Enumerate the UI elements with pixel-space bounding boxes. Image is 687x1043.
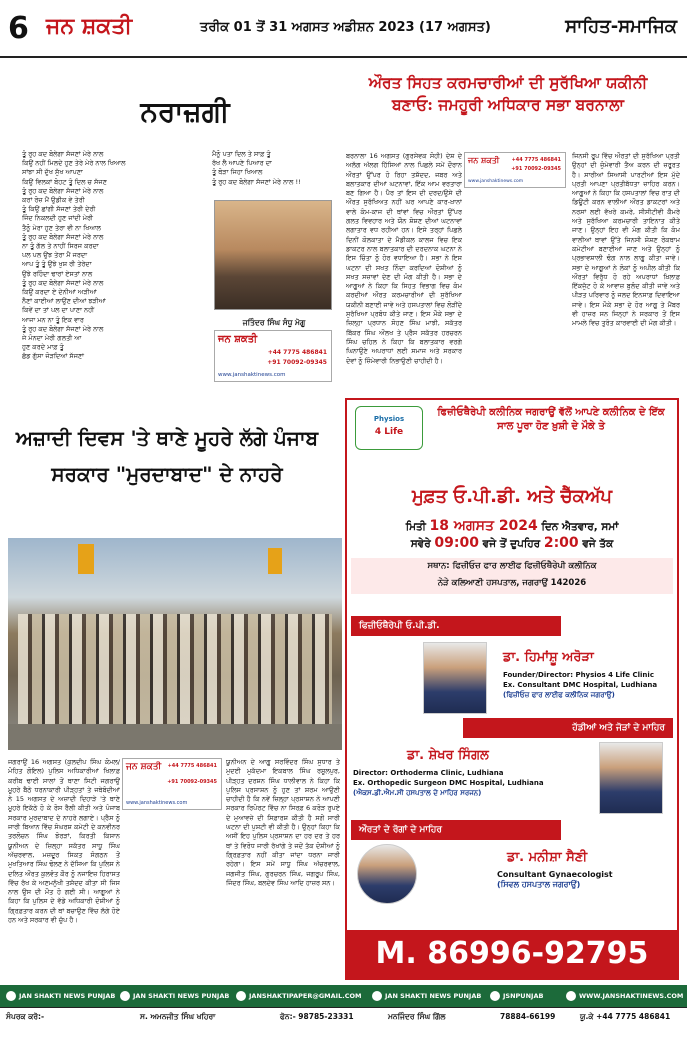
edition-date: ਤਰੀਕ 01 ਤੋਂ 31 ਅਗਸਤ ਅਡੀਸ਼ਨ 2023 (17 ਅਗਸਤ) [200, 20, 491, 35]
doc2-line2: Ex. Orthopedic Surgeon DMC Hospital, Ludhiana [353, 779, 544, 787]
poem-line: ਤੂੰ ਰੁਹ ਕਦ ਬੋਲੇਗਾ ਸੱਜਣਾਂ ਮੇਰੇ ਨਾਲ [22, 150, 104, 158]
page-number: 6 [8, 11, 29, 46]
ad-logo: ਜਨ ਸ਼ਕਤੀ [218, 334, 258, 345]
doctor-details-2 [353, 768, 593, 798]
article1-headline [338, 72, 678, 116]
poem-title: ਨਰਾਜ਼ਗੀ [140, 95, 230, 128]
section-ortho: ਹੱਡੀਆਂ ਅਤੇ ਜੋੜਾਂ ਦੇ ਮਾਹਿਰ [463, 718, 673, 738]
small-ad-poem [214, 330, 332, 382]
crowd-shape [18, 614, 332, 724]
poem-column-2 [212, 150, 347, 194]
poem-line: ਤੂੰ ਰੁਹ ਕਦ ਬੋਲੇਗਾ ਸੱਜਣਾਂ ਮੇਰੇ ਨਾਲ [22, 232, 104, 241]
article1-headline-line1: ਔਰਤ ਸਿਹਤ ਕਰਮਚਾਰੀਆਂ ਦੀ ਸੁਰੱਖਿਆ ਯਕੀਨੀ [368, 73, 648, 92]
clinic-header [347, 400, 677, 456]
doc1-line2: Ex. Consultant DMC Hospital, Ludhiana [503, 681, 658, 689]
poem-line: ਤੂੰ ਕਿਉਂ ਛਾਂਗੀ ਸੱਜਣਾਂ ਤੇਰੀ ਦੇਰੀ [22, 205, 96, 214]
poem-line: ਮੈਨੂੰ ਪਤਾ ਦਿਲ ਤੇ ਸਾਫ਼ ਤੂੰ [212, 150, 271, 158]
ad-website: www.janshaktinews.com [468, 179, 524, 184]
time-mid: ਵਜੇ ਤੋਂ ਦੁਪਹਿਰ [482, 538, 541, 550]
poem-column-1 [22, 150, 212, 410]
doctor-photo-1 [423, 642, 487, 714]
poem-line: ਹੁਣ ਕਰਦੇ ਮਾਫ਼ ਤੂੰ [22, 343, 64, 352]
doc2-line3: (ਐਕਸ.ਡੀ.ਐਮ.ਸੀ ਹਸਪਤਾਲ ਦੇ ਮਾਹਿਰ ਸਰਜਨ) [353, 789, 482, 797]
contact-name-1: ਸ. ਅਮਨਜੀਤ ਸਿੰਘ ਖਹਿਰਾ [140, 1012, 216, 1021]
poem-line: ਕਰਾਂ ਰੋਜ਼ ਮੈਂ ਉਡੀਕ ਵੇ ਤੇਰੀ [22, 196, 85, 205]
poem-line: ਜਿੰਦ ਨਿਕਲਦੀ ਹੁਣ ਜਾਂਦੀ ਮੇਰੀ [22, 214, 93, 223]
clinic-headline: ਮੁਫ਼ਤ ਓ.ਪੀ.ਡੀ. ਅਤੇ ਚੈੱਕਅੱਪ [411, 486, 613, 507]
poem-line: ਕਿਉਂ ਕਰਦਾ ਏ ਦੇਨੀਆਂ ਅੜੀਆਂ [22, 288, 97, 297]
social-label: JANSHAKTIPAPER@GMAIL.COM [249, 992, 362, 1000]
protest-photo [8, 538, 342, 750]
ad-phone-2: +91 70092-09345 [267, 359, 327, 366]
flag-icon [78, 544, 94, 574]
poem-line: ਤੂੰ ਰੁਹ ਕਦ ਬੋਲੇਗਾ ਸੱਜਣਾਂ ਮੇਰੇ ਨਾਲ [22, 186, 104, 195]
ad-phone-2: +91 70092-09345 [511, 166, 561, 172]
poem-author: ਜਤਿੰਦਰ ਸਿੰਘ ਸੰਧੂ ਮੋਗੂ [242, 318, 306, 327]
social-label: JSNPUNJAB [503, 992, 544, 1000]
poem-line: ਰੱਖ ਲੈ ਆਪਣੇ ਪਿਆਰ ਦਾ [212, 159, 272, 168]
poem-line: ਆਪ ਤੂੰ ਤੂੰ ਉਂਝੇ ਖੁਸ਼ ਰੀ ਤੇਰੇਦਾ [22, 260, 92, 269]
doc2-line1: Director: Orthoderma Clinic, Ludhiana [353, 769, 504, 777]
social-instagram[interactable] [372, 985, 481, 1007]
poem-line: ਆਜਾ ਮਨ ਨਾ ਤੂੰ ਇਕ ਵਾਰ [22, 315, 84, 324]
article2-body-col2: ਯੂਨੀਅਨ ਦੇ ਆਗੂ ਸਰਵਿੰਦਰ ਸਿੰਘ ਸੁਧਾਰ ਤੇ ਮੁਦਈ ਮੁਕੱਦਮਾ ਇਕਬਾਲ ਸਿੰਘ ਰਸੂਲਪੁਰ, ਪੀੜ੍ਹਤ ਦਰਸ਼ਨ ਸਿੰਘ ਧਾਲੀਵਾਲ ਨੇ ਕਿਹਾ ਕਿ ਪੁਲਿਸ ਪ੍ਰਸਾਸ਼ਨ ਨੂੰ ਹੁਣ ਤਾਂ ਸ਼ਰਮ ਆਉਣੀ ਚਾਹੀਦੀ ਹੈ ਕਿ ਨਵੇਂ ਜ਼ਿਲ੍ਹਾ ਪ੍ਰਸਾਸ਼ਨ ਨੇ ਆਪਣੀ ਸਰਕਾਰ ਰਿਪੋਰਟ ਵਿੱਚ ਨਾ ਸਿਰਫ਼ 6 ਕਰੋੜ ਰੁਪਏ ਦੇ ਮੁਆਵਜ਼ੇ ਦੀ ਸਿਫ਼ਾਰਸ਼ ਕੀਤੀ ਹੈ ਸਗੋਂ ਸਾਰੀ ਘਟਨਾ ਦੀ ਪੁਸ਼ਟੀ ਵੀ ਕੀਤੀ ਹੈ। ਉਨ੍ਹਾਂ ਕਿਹਾ ਕਿ ਅਸੀਂ ਇਹ ਪੁਲਿਸ ਪ੍ਰਸਾਸ਼ਨ ਦਾ ਹਰ ਦਰ ਤੇ ਹਰ ਥਾਂ ਤੇ ਵਿਰੋਧ ਜਾਰੀ ਰੱਖਾਂਗੇ ਤੇ ਜਦੋਂ ਤੱਕ ਦੋਸ਼ੀਆਂ ਨੂੰ ਗ੍ਰਿਫ਼ਤਾਰ ਨਹੀਂ ਕੀਤਾ ਜਾਂਦਾ ਧਰਨਾ ਜਾਰੀ ਰਹੇਗਾ। ਇਸ ਸਮੇਂ ਸਾਧੂ ਸਿੰਘ ਅੱਚਰਵਾਲ, ਜਗਜੀਤ ਸਿੰਘ, ਗੁਰਚਰਨ ਸਿੰਘ, ਜਗਰੂਪ ਸਿੰਘ, ਜਿੰਦਰ ਸਿੰਘ, ਬਲਦੇਵ ਸਿੰਘ ਆਦਿ ਹਾਜ਼ਰ ਸਨ। [226, 758, 340, 887]
ad-website: www.janshaktinews.com [126, 800, 188, 806]
clinic-address [351, 558, 673, 594]
clinic-date-time [351, 518, 673, 552]
clinic-logo [355, 406, 423, 450]
social-label: WWW.JANSHAKTINEWS.COM [579, 992, 684, 1000]
footer-contact [0, 1007, 687, 1027]
poem-line: ਨਾ ਤੂੰ ਗੱਲ ਤੇ ਨਾਹੀਂ ਸਿਰਜ ਕਰਦਾ [22, 242, 99, 251]
social-youtube[interactable] [6, 985, 115, 1007]
doctor-name-2: ਡਾ. ਸ਼ੇਖਰ ਸਿੰਗਲ [407, 748, 489, 763]
youtube-icon [6, 991, 16, 1001]
article1-body-col2: ਜਿਨਸੀ ਰੂਪ ਵਿੱਚ ਔਰਤਾਂ ਦੀ ਸੁਰੱਖਿਆ ਪ੍ਰਤੀ ਉਨ੍ਹਾਂ ਦੀ ਜ਼ੁੰਮੇਵਾਰੀ ਤੈਅ ਕਰਨ ਦੀ ਜ਼ਰੂਰਤ ਹੈ। ਸਾਰੀਆਂ ਸਿਆਸੀ ਪਾਰਟੀਆਂ ਇਸ ਮੁੱਦੇ ਪ੍ਰਤੀ ਆਪਣਾ ਪ੍ਰਤੀਬੱਧਤਾ ਜ਼ਾਹਿਰ ਕਰਨ। ਆਗੂਆਂ ਨੇ ਕਿਹਾ ਕਿ ਹਸਪਤਾਲਾਂ ਵਿਚ ਰਾਤ ਦੀ ਡਿਊਟੀ ਕਰਨ ਵਾਲੀਆਂ ਔਰਤ ਡਾਕਟਰਾਂ ਅਤੇ ਨਰਸਾਂ ਲਈ ਵੱਖਰੇ ਕਮਰੇ, ਸੀਸੀਟੀਵੀ ਕੈਮਰੇ ਅਤੇ ਸੁਰੱਖਿਆ ਕਰਮਚਾਰੀ ਤਾਇਨਾਤ ਕੀਤੇ ਜਾਣ। ਉਨ੍ਹਾਂ ਇਹ ਵੀ ਮੰਗ ਕੀਤੀ ਕਿ ਕੰਮ ਵਾਲੀਆਂ ਥਾਵਾਂ ਉੱਤੇ ਜਿਨਸੀ ਸ਼ੋਸ਼ਣ ਰੋਕਥਾਮ ਕਮੇਟੀਆਂ ਬਣਾਈਆਂ ਜਾਣ ਅਤੇ ਉਨ੍ਹਾਂ ਨੂੰ ਪ੍ਰਭਾਵਸ਼ਾਲੀ ਢੰਗ ਨਾਲ ਲਾਗੂ ਕੀਤਾ ਜਾਵੇ। ਸਭਾ ਦੇ ਆਗੂਆਂ ਨੇ ਲੋਕਾਂ ਨੂੰ ਅਪੀਲ ਕੀਤੀ ਕਿ ਔਰਤਾਂ ਵਿਰੁੱਧ ਹੋ ਰਹੇ ਅਪਰਾਧਾਂ ਖ਼ਿਲਾਫ਼ ਇੱਕਜੁੱਟ ਹੋ ਕੇ ਆਵਾਜ਼ ਬੁਲੰਦ ਕੀਤੀ ਜਾਵੇ ਅਤੇ ਪੀੜਤ ਪਰਿਵਾਰ ਨੂੰ ਜਲਦ ਇਨਸਾਫ਼ ਦਿਵਾਇਆ ਜਾਵੇ। ਇਸ ਮੌਕੇ ਸਭਾ ਦੇ ਹੋਰ ਆਗੂ ਤੇ ਮੈਂਬਰ ਵੀ ਹਾਜ਼ਰ ਸਨ ਜਿਨ੍ਹਾਂ ਨੇ ਸਰਕਾਰ ਤੋਂ ਇਸ ਮਾਮਲੇ ਵਿਚ ਤੁਰੰਤ ਕਾਰਵਾਈ ਦੀ ਮੰਗ ਕੀਤੀ। [572, 152, 680, 328]
clinic-advertisement [345, 398, 679, 980]
ad-logo: ਜਨ ਸ਼ਕਤੀ [126, 762, 162, 772]
doctor-photo-2 [599, 742, 663, 814]
ad-website: www.janshaktinews.com [218, 372, 286, 378]
poem-line: ਕਿਵੇਂ ਦਾ ਤਾਂ ਪਲ ਦਾ ਪਾਣਾ ਨਹੀਂ [22, 306, 95, 315]
twitter-icon [490, 991, 500, 1001]
time-prefix: ਸਵੇਰੇ [410, 538, 431, 550]
time-start: 09:00 [434, 535, 479, 551]
doctor-details-1 [503, 670, 673, 700]
contact-phone-2: 78884-66199 [500, 1012, 556, 1021]
time-suffix: ਵਜੇ ਤੱਕ [582, 538, 614, 550]
globe-icon [566, 991, 576, 1001]
article2-body-col1: ਜਗਰਾਉਂ 16 ਅਗਸਤ (ਕੁਲਦੀਪ ਸਿੰਘ ਕੋਮਲ/ ਮੋਹਿਤ ਗੋਇਲ) ਪੁਲਿਸ ਅਧਿਕਾਰੀਆਂ ਖਿਲਾਫ਼ ਕਰੀਬ ਢਾਈ ਸਾਲਾਂ ਤੋਂ ਥਾਣਾ ਸਿਟੀ ਜਗਰਾਉਂ ਮੂਹਰੇ ਬੈਠੇ ਧਰਨਾਕਾਰੀ ਪੀੜ੍ਹਤਾਂ ਤੇ ਜਥੇਬੰਦੀਆਂ ਨੇ 15 ਅਗਸਤ ਦੇ ਅਜ਼ਾਦੀ ਦਿਹਾੜੇ 'ਤੇ ਥਾਣੇ ਮੂਹਰੇ ਇਕੱਠੇ ਹੋ ਕੇ ਰੋਸ ਰੈਲੀ ਕੀਤੀ ਅਤੇ ਪੰਜਾਬ ਸਰਕਾਰ ਮੁਰਦਾਬਾਦ ਦੇ ਨਾਹਰੇ ਲਗਾਏ। ਪ੍ਰੈਸ ਨੂੰ ਜਾਰੀ ਬਿਆਨ ਵਿੱਚ ਸੰਘਰਸ਼ ਕਮੇਟੀ ਦੇ ਕਨਵੀਨਰ ਤਰਲੋਚਨ ਸਿੰਘ ਝੋਰੜਾਂ, ਕਿਰਤੀ ਕਿਸਾਨ ਯੂਨੀਅਨ ਦੇ ਜ਼ਿਲ੍ਹਾ ਸਕੱਤਰ ਸਾਧੂ ਸਿੰਘ ਅੱਚਰਵਾਲ, ਮਜ਼ਦੂਰ ਸਿਕਤ ਸੰਗਠਨ ਤੋਂ ਮੁਖਤਿਆਰ ਸਿੰਘ ਢੋਲਣ ਨੇ ਦੱਸਿਆ ਕਿ ਪੁਲਿਸ ਨੇ ਦਲਿਤ ਔਰਤ ਕੁਲਵੰਤ ਕੌਰ ਨੂੰ ਨਜਾਇਜ਼ ਹਿਰਾਸਤ ਵਿੱਚ ਰੱਖ ਕੇ ਅਣਮਨੁੱਖੀ ਤਸ਼ੱਦਦ ਕੀਤਾ ਸੀ ਜਿਸ ਨਾਲ ਉਸ ਦੀ ਮੌਤ ਹੋ ਗਈ ਸੀ। ਆਗੂਆਂ ਨੇ ਕਿਹਾ ਕਿ ਪੁਲਿਸ ਦੇ ਵੱਡੇ ਅਧਿਕਾਰੀ ਦੋਸ਼ੀਆਂ ਨੂੰ ਗ੍ਰਿਫ਼ਤਾਰ ਕਰਨ ਦੀ ਥਾਂ ਬਚਾਉਣ ਵਿੱਚ ਲੱਗੇ ਹੋਏ ਹਨ ਅਤੇ ਸਰਕਾਰ ਵੀ ਚੁੱਪ ਹੈ। [8, 758, 120, 925]
article1-body-col1: ਬਰਨਾਲਾ 16 ਅਗਸਤ (ਗੁਰਸੇਵਕ ਸੋਹੀ) ਦੇਸ਼ ਦੇ ਅਲੱਗ ਅੱਲਗ ਹਿੱਸਿਆਂ ਨਾਲ ਪਿਛਲੇ ਸਮੇਂ ਦੌਰਾਨ ਔਰਤਾਂ ਉੱਪਰ ਹੋ ਰਿਹਾ ਤਸ਼ੱਦਦ, ਜਬਰ ਅਤੇ ਬਲਾਤਕਾਰ ਦੀਆਂ ਘਟਨਾਵਾਂ, ਇੱਕ ਆਮ ਵਰਤਾਰਾ ਬਣ ਗਿਆ ਹੈ। ਪੈਰ ਤਾਂ ਇਸ ਦੀ ਦਰਦ/ਉਸੇ ਦੀ ਔਰਤ ਸੁਰੱਖਿਅਤ ਨਹੀਂ ਘਰ ਆਪਣੇ ਕਾਰ-ਖ਼ਾਨਾਂ ਵਾਲੇ ਕੰਮ-ਕਾਜ ਦੀ ਥਾਂਵਾਂ ਵਿਚ ਔਰਤਾਂ ਉੱਪਰ ਗਲਤ ਵਿਵਹਾਰ ਅਤੇ ਯੌਨ ਸ਼ੋਸ਼ਣ ਦੀਆਂ ਘਟਨਾਵਾਂ ਲਗਾਤਾਰ ਵਧ ਰਹੀਆਂ ਹਨ। ਇਸੇ ਤਰ੍ਹਾਂ ਪਿਛਲੇ ਦਿਨੀਂ ਕੋਲਕਾਤਾ ਦੇ ਮੈਡੀਕਲ ਕਾਲਜ ਵਿਚ ਇਕ ਡਾਕਟਰ ਨਾਲ ਬਲਾਤਕਾਰ ਦੀ ਦਰਦਨਾਕ ਘਟਨਾ ਨੇ ਇਸ ਚਿੰਤਾ ਨੂੰ ਹੋਰ ਵਧਾਇਆ ਹੈ। ਸਭਾ ਨੇ ਇਸ ਘਟਨਾ ਦੀ ਸਖਤ ਨਿੰਦਾ ਕਰਦਿਆਂ ਦੋਸ਼ੀਆਂ ਨੂੰ ਸਖਤ ਸਜ਼ਾਵਾਂ ਦੇਣ ਦੀ ਮੰਗ ਕੀਤੀ ਹੈ। ਸਭਾ ਦੇ ਆਗੂਆਂ ਨੇ ਕਿਹਾ ਕਿ ਸਿਹਤ ਵਿਭਾਗ ਵਿਚ ਕੰਮ ਕਰਦੀਆਂ ਔਰਤ ਕਰਮਚਾਰੀਆਂ ਦੀ ਸੁਰੱਖਿਆ ਯਕੀਨੀ ਬਣਾਈ ਜਾਵੇ ਅਤੇ ਹਸਪਤਾਲਾਂ ਵਿਚ ਲੋੜੀਂਦੇ ਸੁਰੱਖਿਆ ਪ੍ਰਬੰਧ ਕੀਤੇ ਜਾਣ। ਇਸ ਮੌਕੇ ਸਭਾ ਦੇ ਜ਼ਿਲ੍ਹਾ ਪ੍ਰਧਾਨ ਸੋਹਣ ਸਿੰਘ ਮਾਝੀ, ਸਕੱਤਰ ਬਿੱਕਰ ਸਿੰਘ ਔਲਖ ਤੇ ਪ੍ਰੈਸ ਸਕੱਤਰ ਹਰਚਰਨ ਸਿੰਘ ਚਹਿਲ ਨੇ ਕਿਹਾ ਕਿ ਬਲਾਤਕਾਰ ਵਰਗੇ ਘਿਨਾਉਣੇ ਅਪਰਾਧਾਂ ਲਈ ਸਮਾਜ ਅਤੇ ਸਰਕਾਰ ਦੋਵਾਂ ਨੂੰ ਜ਼ਿੰਮੇਵਾਰੀ ਨਿਭਾਉਣੀ ਚਾਹੀਦੀ ਹੈ। [346, 152, 462, 365]
section-physio: ਫਿਜ਼ੀਓਥੈਰੇਪੀ ਓ.ਪੀ.ਡੀ. [351, 616, 561, 636]
ad-logo: ਜਨ ਸ਼ਕਤੀ [468, 156, 500, 165]
section-name: ਸਾਹਿਤ-ਸਮਾਜਿਕ [565, 16, 677, 37]
social-twitter[interactable] [490, 985, 543, 1007]
masthead [0, 0, 687, 58]
facebook-icon [120, 991, 130, 1001]
clinic-intro: ਫਿਜ਼ੀਓਥੈਰੇਪੀ ਕਲੀਨਿਕ ਜਗਰਾਉਂ ਵੱਲੋਂ ਆਪਣੇ ਕਲੀਨਿਕ ਦੇ ਇੱਕ ਸਾਲ ਪੂਰਾ ਹੋਣ ਖ਼ੁਸ਼ੀ ਦੇ ਮੌਕੇ ਤੇ [437, 407, 665, 432]
contact-phone-uk: ਯੂ.ਕੇ +44 7775 486841 [580, 1012, 671, 1021]
clinic-address-line2: ਨੇੜੇ ਕਲਿਆਣੀ ਹਸਪਤਾਲ, ਜਗਰਾਉਂ 142026 [437, 578, 587, 588]
social-label: JAN SHAKTI NEWS PUNJAB [133, 992, 230, 1000]
doc1-line1: Founder/Director: Physios 4 Life Clinic [503, 671, 654, 679]
newspaper-logo: ਜਨ ਸ਼ਕਤੀ [46, 14, 133, 39]
poem-line: ਛੱਡ ਗੁੱਸਾ ਜੋੜਦਿਆਂ ਸੱਜਣਾਂ [22, 352, 85, 361]
poem-line: ਜੇ ਮੰਨਦਾ ਮੇਰੀ ਗਲਤੀ ਆ [22, 334, 82, 343]
instagram-icon [372, 991, 382, 1001]
doctor-name-1: ਡਾ. ਹਿਮਾਂਸ਼ੂ ਅਰੋੜਾ [503, 650, 594, 665]
poem-line: ਤੂੰ ਰੁਹ ਕਦ ਬੋਲੇਗਾ ਸੱਜਣਾਂ ਮੇਰੇ ਨਾਲ [22, 324, 104, 333]
author-photo [214, 200, 332, 310]
doc1-line3: (ਫਿਜ਼ੀਓਜ਼ ਫਾਰ ਲਾਈਫ ਕਲੀਨਿਕ ਜਗਰਾਉਂ) [503, 691, 615, 699]
doctor-name-3: ਡਾ. ਮਨੀਸ਼ਾ ਸੈਣੀ [507, 850, 588, 865]
poem-line: ਤੂੰ ਥੋੜਾ ਜਿਹਾ ਖਿਆਲ [212, 168, 263, 177]
contact-phone-1: ਫੋਨ:- 98785-23331 [280, 1012, 354, 1021]
clinic-logo-bottom: 4 Life [374, 427, 404, 437]
doctor-details-3 [497, 870, 667, 890]
poem-line: ਤੂੰ ਰੁਹ ਕਦ ਬੋਲੇਗਾ ਸੱਜਣਾਂ ਮੇਰੇ ਨਾਲ !! [212, 177, 301, 186]
poem-line: ਤੈਨੂੰ ਮੇਰਾ ਹੁਣ ਤੇਰਾ ਵੀ ਨਾ ਖਿਆਲ [22, 223, 101, 232]
small-ad-article2 [122, 758, 222, 810]
doctor-photo-3 [357, 844, 417, 904]
date-prefix: ਮਿਤੀ [405, 521, 426, 533]
clinic-logo-top: Physios [373, 415, 405, 423]
contact-label: ਸੰਪਰਕ ਕਰੋ:- [6, 1012, 45, 1021]
email-icon [236, 991, 246, 1001]
ad-phone-1: +44 7775 486841 [267, 349, 327, 356]
poem-line: ਪਲ ਪਲ ਉਂਝ ਤੇਰਾ ਮੈਂ ਜਰਦਾ [22, 251, 88, 260]
section-gynae: ਔਰਤਾਂ ਦੇ ਰੋਗਾਂ ਦੇ ਮਾਹਿਰ [351, 820, 561, 840]
footer-social-bar [0, 985, 687, 1007]
date-value: 18 ਅਗਸਤ 2024 [429, 518, 538, 534]
doc3-line1: Consultant Gynaecologist [497, 870, 613, 879]
article2-headline [8, 420, 326, 492]
poem-line: ਤੂੰ ਰੁਹ ਕਦ ਬੋਲੇਗਾ ਸੱਜਣਾਂ ਮੇਰੇ ਨਾਲ [22, 278, 104, 287]
contact-name-2: ਮਨਜਿੰਦਰ ਸਿੰਘ ਗਿੱਲ [388, 1012, 446, 1021]
clinic-date-row [351, 518, 673, 535]
time-end: 2:00 [543, 535, 579, 551]
poem-line: ਕਿਉਂ ਵਿਲਕਾਂ ਬੋਹਟ ਤੂੰ ਦਿਲ ਚ ਸੱਜਣ [22, 177, 107, 186]
article2-headline-line1: ਅਜ਼ਾਦੀ ਦਿਵਸ 'ਤੇ ਥਾਣੇ ਮੂਹਰੇ ਲੱਗੇ ਪੰਜਾਬ [15, 426, 319, 450]
doc3-line2: (ਸਿਵਲ ਹਸਪਤਾਲ ਜਗਰਾਉਂ) [497, 880, 581, 889]
social-facebook[interactable] [120, 985, 229, 1007]
ground-shape [8, 724, 342, 750]
poem-line: ਸਾਂਝਾ ਸੀ ਦੁੱਖ ਸੁੱਖ ਆਪਣਾ [22, 168, 83, 177]
poem-line: ਕਿਉਂ ਨਹੀਂ ਮਿਲਦੇ ਹੁਣ ਤੇਰੇ ਮੇਰੇ ਨਾਲ ਖਿਆਲ [22, 159, 126, 168]
article2-headline-line2: ਸਰਕਾਰ "ਮੁਰਦਾਬਾਦ" ਦੇ ਨਾਹਰੇ [51, 462, 283, 486]
article1-headline-line2: ਬਣਾਓ: ਜਮਹੂਰੀ ਅਧਿਕਾਰ ਸਭਾ ਬਰਨਾਲਾ [392, 95, 624, 114]
clinic-address-line1: ਸਥਾਨ: ਫਿਜ਼ੀਓਜ਼ ਫਾਰ ਲਾਈਫ ਫਿਜ਼ੀਓਥੈਰੇਪੀ ਕਲੀਨਿਕ [427, 561, 597, 571]
clinic-time-row [351, 535, 673, 552]
poem-line: ਉਂਝੇ ਰਹਿੰਦਾ ਢਾਰਾਂ ਏਸਤਾਂ ਨਾਲ [22, 269, 93, 278]
small-ad-article1 [464, 152, 566, 188]
clinic-phone: M. 86996-92795 [347, 930, 677, 978]
date-suffix: ਦਿਨ ਐਤਵਾਰ, ਸਮਾਂ [541, 521, 619, 533]
ad-phone-1: +44 7775 486841 [511, 157, 561, 163]
ad-phone-1: +44 7775 486841 [167, 763, 217, 769]
ad-phone-2: +91 70092-09345 [167, 779, 217, 785]
flag-icon [268, 548, 282, 574]
poem-line: ਨੈਣਾਂ ਕਾਈਆਂ ਲਾਉਂਣ ਦੀਆਂ ਝੜੀਆਂ [22, 297, 106, 306]
social-email[interactable] [236, 985, 361, 1007]
social-website[interactable] [566, 985, 683, 1007]
social-label: JAN SHAKTI NEWS PUNJAB [385, 992, 482, 1000]
social-label: JAN SHAKTI NEWS PUNJAB [19, 992, 116, 1000]
